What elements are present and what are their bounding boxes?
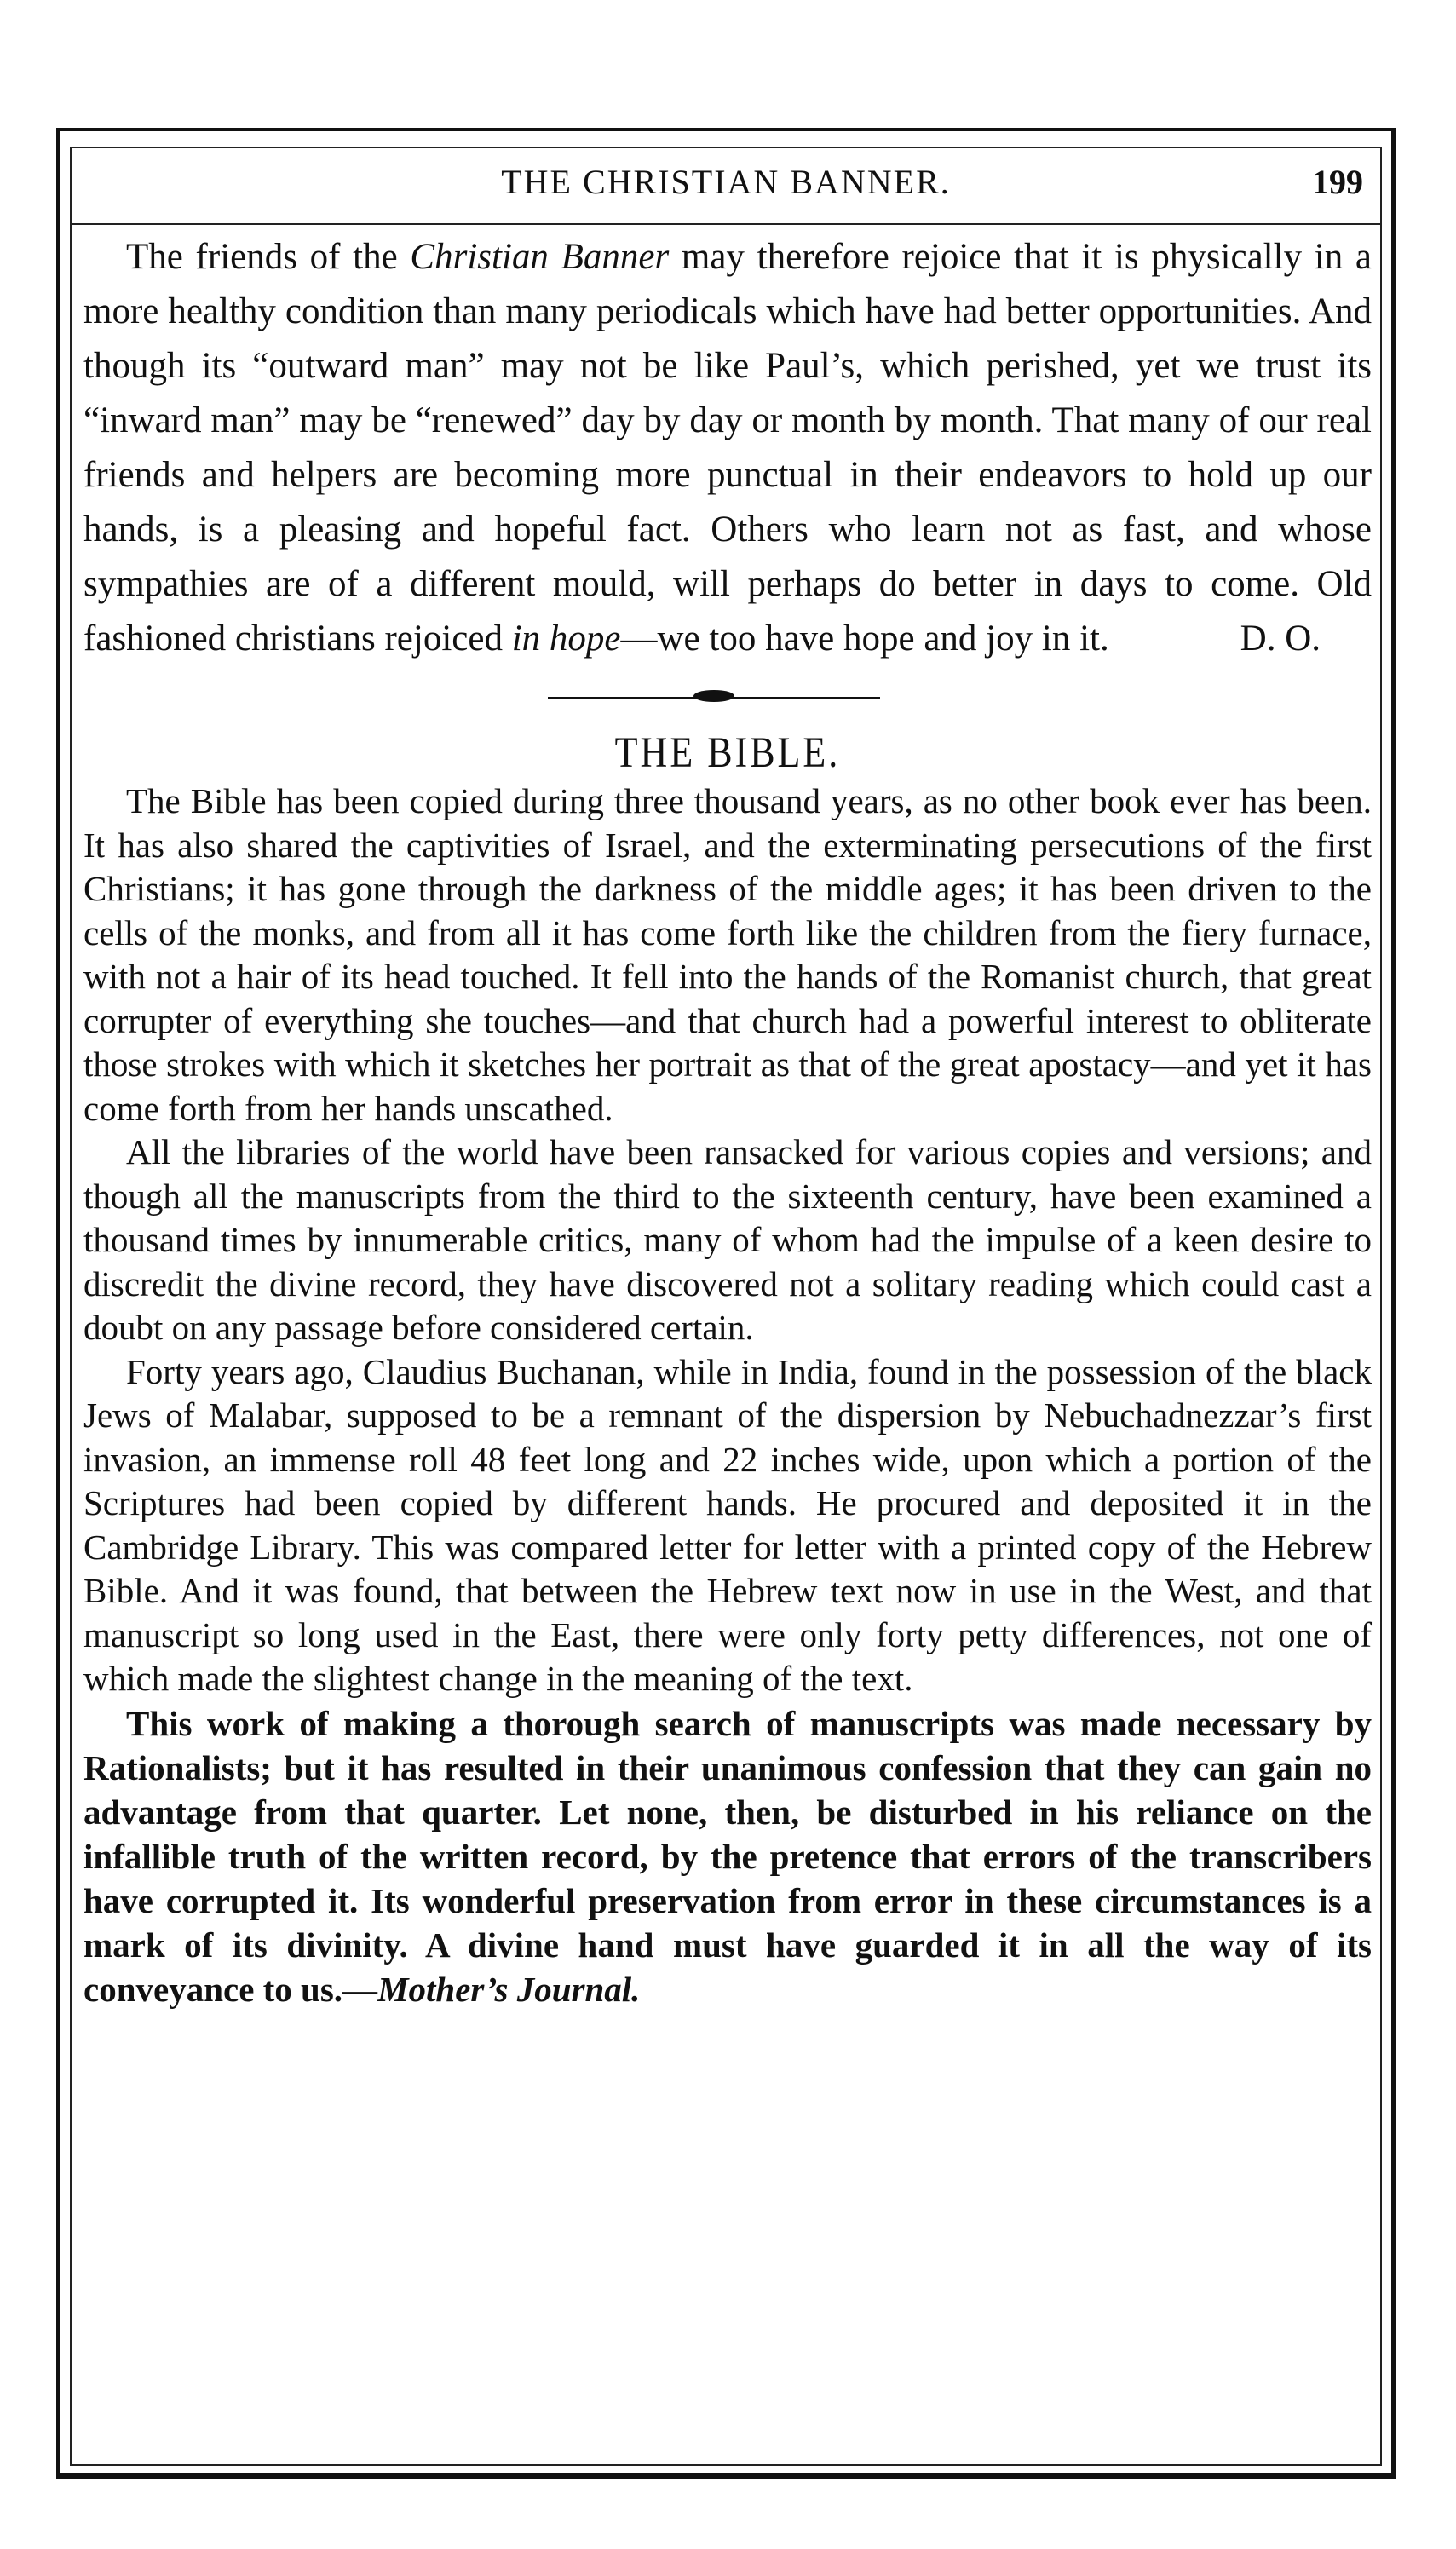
editorial-note xyxy=(83,230,1372,666)
article-paragraph: All the libraries of the world have been ransacked for various copies and versions; and though all the manuscripts from the third to the sixteenth century, have been examined a thousand times by innumerable critics, many of whom had the impulse of a keen desire to discredit the divine record, they have discovered not a solitary reading which could cast a doubt on any passage before considered certain. xyxy=(83,1132,1372,1347)
intro-text-start: The friends of the xyxy=(126,237,411,277)
intro-text-end: —we too have hope and joy in it. xyxy=(620,619,1109,659)
author-signature: D. O. xyxy=(1240,619,1321,659)
article-paragraph-final xyxy=(83,1701,1372,2011)
publication-title: Christian Banner xyxy=(410,237,670,277)
source-attribution: Mother’s Journal. xyxy=(377,1969,641,2009)
running-header xyxy=(70,150,1382,220)
page-number: 199 xyxy=(1312,163,1363,201)
intro-text-middle: may therefore rejoice that it is physically in a more healthy condition than many periodicals which have had better opportunities. And though its “outward man” may not be like Paul’s, which perished, yet we trust its “inward man” may be “renewed” day by day or month by month. That many of our real friends and helpers are becoming more punctual in their endeavors to hold up our hands, is a pleasing and hopeful fact. Others who learn not as fast, and whose sympathies are of a different mould, will perhaps do better in days to come. Old fashioned christians rejoiced xyxy=(83,237,1373,659)
italic-phrase: in hope xyxy=(511,619,621,659)
divider-ornament xyxy=(693,690,734,702)
editorial-paragraph xyxy=(83,230,1372,666)
page-content xyxy=(83,230,1372,2011)
section-divider xyxy=(83,675,1372,729)
article-paragraph: Forty years ago, Claudius Buchanan, while in India, found in the possession of the black Jews of Malabar, supposed to be a remnant of the dispersion by Nebuchadnezzar’s first invasion, an immense roll 48 feet long and 22 inches wide, upon which a portion of the Scriptures had been copied by different hands. He procured and deposited it in the Cambridge Library. This was compared letter for letter with a printed copy of the Hebrew Bible. And it was found, that between the Hebrew text now in use in the West, and that manuscript so long used in the East, there were only forty petty differences, not one of which made the slightest change in the meaning of the text. xyxy=(83,1351,1372,1698)
article-body xyxy=(83,780,1372,2011)
final-paragraph-text: This work of making a thorough search of manuscripts was made necessary by Rationalists; but it has resulted in their unanimous confession that they can gain no advantage from that quarter. Let none, then, be disturbed in his reliance on the infallible truth of the written record, by the pretence that errors of the transcribers have corrupted it. Its wonderful preservation from error in these circumstances is a mark of its divinity. A divine hand must have guarded it in all the way of its conveyance to us.— xyxy=(83,1703,1372,2009)
article-title: THE BIBLE. xyxy=(614,728,841,777)
running-title: THE CHRISTIAN BANNER. xyxy=(501,163,951,201)
header-rule xyxy=(70,223,1382,225)
article-paragraph: The Bible has been copied during three thousand years, as no other book ever has been. It has also shared the captivities of Israel, and the exterminating persecutions of the first Christians; it has gone through the darkness of the middle ages; it has been driven to the cells of the monks, and from all it has come forth like the children from the fiery furnace, with not a hair of its head touched. It fell into the hands of the Romanist church, that great corrupter of everything she touches—and that church had a powerful interest to obliterate those strokes with which it sketches her portrait as that of the great apostacy—and yet it has come forth from her hands unscathed. xyxy=(83,781,1372,1128)
